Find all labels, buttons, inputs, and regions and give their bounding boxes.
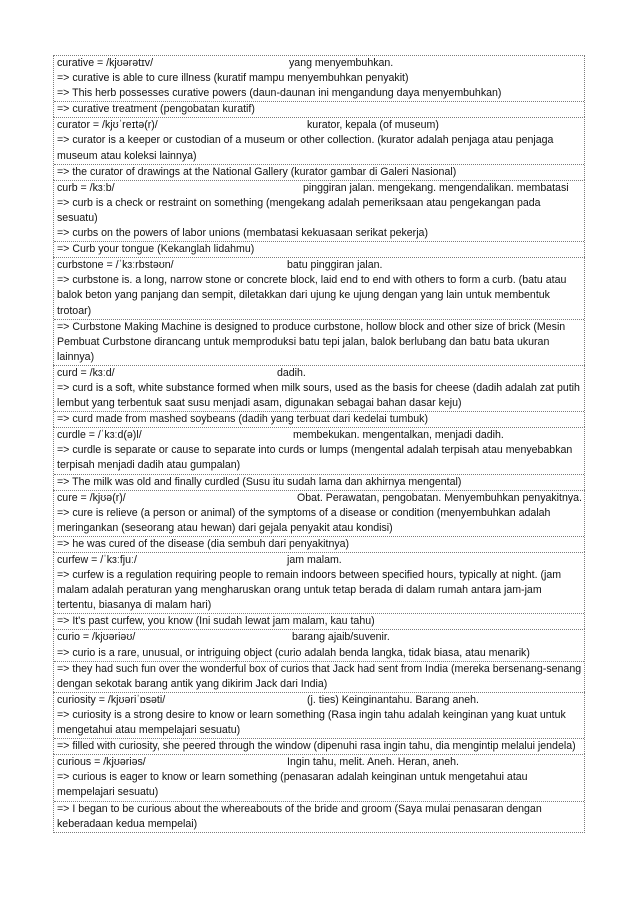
dictionary-page xyxy=(53,55,585,833)
headword-pronunciation: curbstone = /ˈkɜːrbstəʊn/ xyxy=(57,259,174,272)
example-line: => filled with curiosity, she peered through the window (dipenuhi rasa ingin tahu, dia mengintip melalui jendela) xyxy=(54,738,584,754)
dictionary-entry xyxy=(53,692,585,754)
entry-headword-row xyxy=(57,118,582,133)
example-line: => he was cured of the disease (dia sembuh dari penyakitnya) xyxy=(54,536,584,552)
dictionary-entry xyxy=(53,754,585,832)
headword-pronunciation: curdle = /ˈkɜːd(ə)l/ xyxy=(57,429,142,442)
headword-meaning: Ingin tahu, melit. Aneh. Heran, aneh. xyxy=(287,756,459,769)
headword-pronunciation: cure = /kjʊə(r)/ xyxy=(57,491,126,504)
example-line: => curbs on the powers of labor unions (membatasi kekuasaan serikat pekerja) xyxy=(57,227,428,240)
dictionary-entry xyxy=(53,552,585,629)
entry-headword-row xyxy=(57,366,582,381)
example-line: => Curb your tongue (Kekanglah lidahmu) xyxy=(54,241,584,257)
headword-meaning: batu pinggiran jalan. xyxy=(287,259,383,272)
dictionary-entry xyxy=(53,117,585,179)
dictionary-entry xyxy=(53,55,585,117)
example-line: => curfew is a regulation requiring people to remain indoors between specified hours, typically at night. (jam malam adalah peraturan yang mengharuskan orang untuk tetap berada di dalam rumah antara jam-jam tertentu, biasanya di malam hari) xyxy=(57,569,562,612)
dictionary-entry xyxy=(53,257,585,365)
headword-meaning: barang ajaib/suvenir. xyxy=(292,631,390,644)
example-line: => curative is able to cure illness (kuratif mampu menyembuhkan penyakit) xyxy=(57,72,409,85)
headword-pronunciation: curd = /kɜːd/ xyxy=(57,366,115,379)
example-line: => This herb possesses curative powers (daun-daunan ini mengandung daya menyembuhkan) xyxy=(57,87,502,100)
example-line: => the curator of drawings at the National Gallery (kurator gambar di Galeri Nasional) xyxy=(54,164,584,180)
example-line: => curiosity is a strong desire to know or learn something (Rasa ingin tahu adalah keinginan yang kuat untuk mengetahui atau mempelajari sesuatu) xyxy=(57,708,566,737)
dictionary-entry xyxy=(53,427,585,489)
dictionary-entry xyxy=(53,490,585,552)
headword-meaning: dadih. xyxy=(277,366,306,379)
headword-meaning: Obat. Perawatan, pengobatan. Menyembuhkan penyakitnya. xyxy=(296,491,582,504)
example-line: => curator is a keeper or custodian of a museum or other collection. (kurator adalah penjaga atau penjaga museum atau koleksi lainnya) xyxy=(57,134,554,162)
example-line: => curative treatment (pengobatan kuratif) xyxy=(54,101,584,117)
headword-meaning: pinggiran jalan. mengekang. mengendalikan. membatasi xyxy=(303,181,569,194)
example-line: => they had such fun over the wonderful box of curios that Jack had sent from India (mereka bersenang-senang dengan sekotak barang antik yang dikirim Jack dari India) xyxy=(54,661,584,692)
headword-meaning: (j. ties) Keinginantahu. Barang aneh. xyxy=(307,693,479,706)
example-line: => I began to be curious about the whereabouts of the bride and groom (Saya mulai penasaran dengan keberadaan kedua mempelai) xyxy=(54,801,584,832)
headword-meaning: membekukan. mengentalkan, menjadi dadih. xyxy=(293,429,504,442)
entry-headword-row xyxy=(57,553,582,568)
example-line: => curbstone is. a long, narrow stone or concrete block, laid end to end with others to form a curb. (batu atau balok beton yang panjang dan sempit, diletakkan dari ujung ke ujung dengan yang lain untuk membentuk trotoar) xyxy=(57,274,567,317)
headword-meaning: jam malam. xyxy=(287,554,342,566)
example-line: => It's past curfew, you know (Ini sudah lewat jam malam, kau tahu) xyxy=(54,613,584,629)
headword-pronunciation: curator = /kjʊˈreɪtə(r)/ xyxy=(57,119,158,132)
headword-pronunciation: curb = /kɜːb/ xyxy=(57,181,115,194)
entry-headword-row xyxy=(57,693,582,708)
entry-headword-row xyxy=(57,258,582,273)
headword-meaning: yang menyembuhkan. xyxy=(289,57,394,69)
entry-headword-row xyxy=(57,428,582,443)
example-line: => curb is a check or restraint on something (mengekang adalah pemeriksaan atau pengekangan pada sesuatu) xyxy=(57,196,541,224)
dictionary-entry xyxy=(53,629,585,691)
dictionary-entry xyxy=(53,365,585,427)
headword-pronunciation: curious = /kjʊəriəs/ xyxy=(57,756,146,769)
entry-headword-row xyxy=(57,630,582,645)
entry-headword-row xyxy=(57,491,582,506)
example-line: => curd is a soft, white substance formed when milk sours, used as the basis for cheese (dadih adalah zat putih lembut yang terbentuk saat susu menjadi asam, digunakan sebagai bahan dasar keju) xyxy=(57,381,580,410)
headword-pronunciation: curfew = /ˈkɜːfjuː/ xyxy=(57,554,137,566)
headword-pronunciation: curio = /kjʊəriəʊ/ xyxy=(57,631,136,644)
entry-headword-row xyxy=(57,755,582,770)
entry-headword-row xyxy=(57,56,582,71)
example-line: => curdle is separate or cause to separate into curds or lumps (mengental adalah terpisah atau menyebabkan terpisah menjadi dadih atau gumpalan) xyxy=(57,444,573,472)
headword-meaning: kurator, kepala (of museum) xyxy=(307,119,439,132)
example-line: => Curbstone Making Machine is designed to produce curbstone, hollow block and other size of brick (Mesin Pembuat Curbstone dirancang untuk memproduksi batu tepi jalan, balok berlubang dan batu bata ukuran lainnya) xyxy=(54,319,584,365)
example-line: => curd made from mashed soybeans (dadih yang terbuat dari kedelai tumbuk) xyxy=(54,411,584,427)
headword-pronunciation: curiosity = /kjʊəriˈɒsəti/ xyxy=(57,693,166,706)
example-line: => curio is a rare, unusual, or intriguing object (curio adalah benda langka, tidak biasa, atau menarik) xyxy=(57,646,530,659)
dictionary-entry xyxy=(53,180,585,257)
example-line: => curious is eager to know or learn something (penasaran adalah keinginan untuk mengetahui atau mempelajari sesuatu) xyxy=(57,771,528,799)
example-line: => cure is relieve (a person or animal) of the symptoms of a disease or condition (menyembuhkan adalah meringankan (seseorang atau hewan) dari gejala penyakit atau kondisi) xyxy=(57,506,551,534)
example-line: => The milk was old and finally curdled (Susu itu sudah lama dan akhirnya mengental) xyxy=(54,474,584,490)
entry-headword-row xyxy=(57,181,582,196)
headword-pronunciation: curative = /kjʊərətɪv/ xyxy=(57,57,154,69)
